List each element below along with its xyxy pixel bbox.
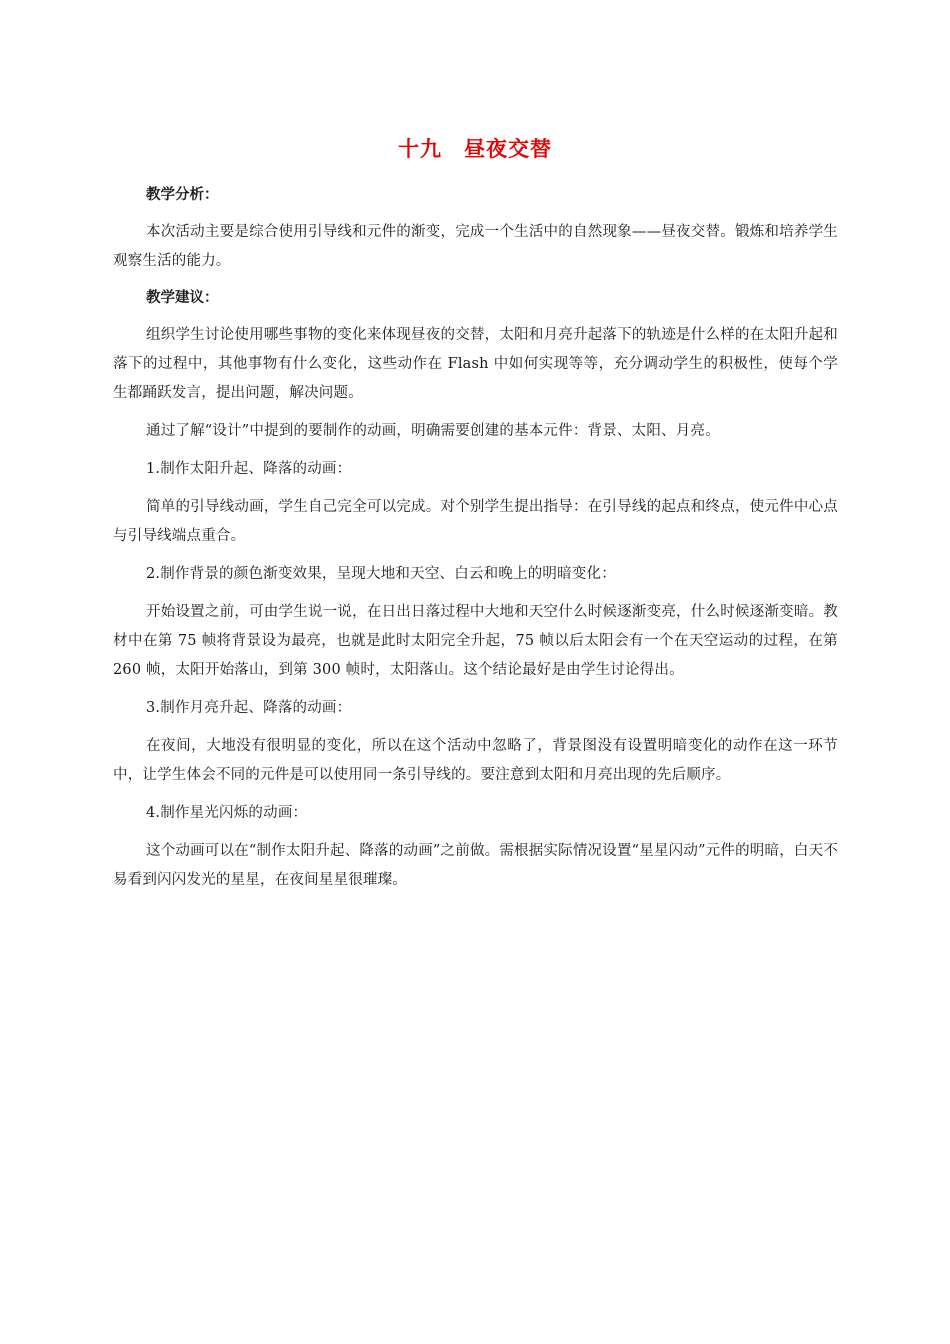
paragraph: 开始设置之前，可由学生说一说，在日出日落过程中大地和天空什么时候逐渐变亮，什么时候逐渐变暗。教材中在第 75 帧将背景设为最亮，也就是此时太阳完全升起，75 帧以后太阳会有一个在天空运动的过程，在第 260 帧，太阳开始落山，到第 300 帧时，太阳落山。这个结论最好是由学生讨论得出。 [113,604,838,678]
step-heading: 4.制作星光闪烁的动画： [146,805,308,821]
paragraph: 本次活动主要是综合使用引导线和元件的渐变，完成一个生活中的自然现象——昼夜交替。锻炼和培养学生观察生活的能力。 [113,224,838,269]
step-heading: 2.制作背景的颜色渐变效果，呈现大地和天空、白云和晚上的明暗变化： [146,566,616,582]
step-heading: 1.制作太阳升起、降落的动画： [146,461,352,477]
document-body [113,182,838,904]
step-heading: 3.制作月亮升起、降落的动画： [146,700,352,716]
section-heading-suggestions: 教学建议： [146,290,219,306]
paragraph: 这个动画可以在“制作太阳升起、降落的动画”之前做。需根据实际情况设置“星星闪动”元件的明暗，白天不易看到闪闪发光的星星，在夜间星星很璀璨。 [113,843,838,888]
paragraph: 在夜间，大地没有很明显的变化，所以在这个活动中忽略了，背景图没有设置明暗变化的动作在这一环节中，让学生体会不同的元件是可以使用同一条引导线的。要注意到太阳和月亮出现的先后顺序。 [113,738,838,783]
paragraph: 通过了解“设计”中提到的要制作的动画，明确需要创建的基本元件：背景、太阳、月亮。 [146,423,720,439]
paragraph: 组织学生讨论使用哪些事物的变化来体现昼夜的交替，太阳和月亮升起落下的轨迹是什么样的在太阳升起和落下的过程中，其他事物有什么变化，这些动作在 Flash 中如何实现等等，充分调动学生的积极性，使每个学生都踊跃发言，提出问题，解决问题。 [113,327,838,401]
paragraph: 简单的引导线动画，学生自己完全可以完成。对个别学生提出指导：在引导线的起点和终点，使元件中心点与引导线端点重合。 [113,499,838,544]
page-title: 十九 昼夜交替 [398,137,552,161]
section-heading-analysis: 教学分析： [146,187,219,203]
